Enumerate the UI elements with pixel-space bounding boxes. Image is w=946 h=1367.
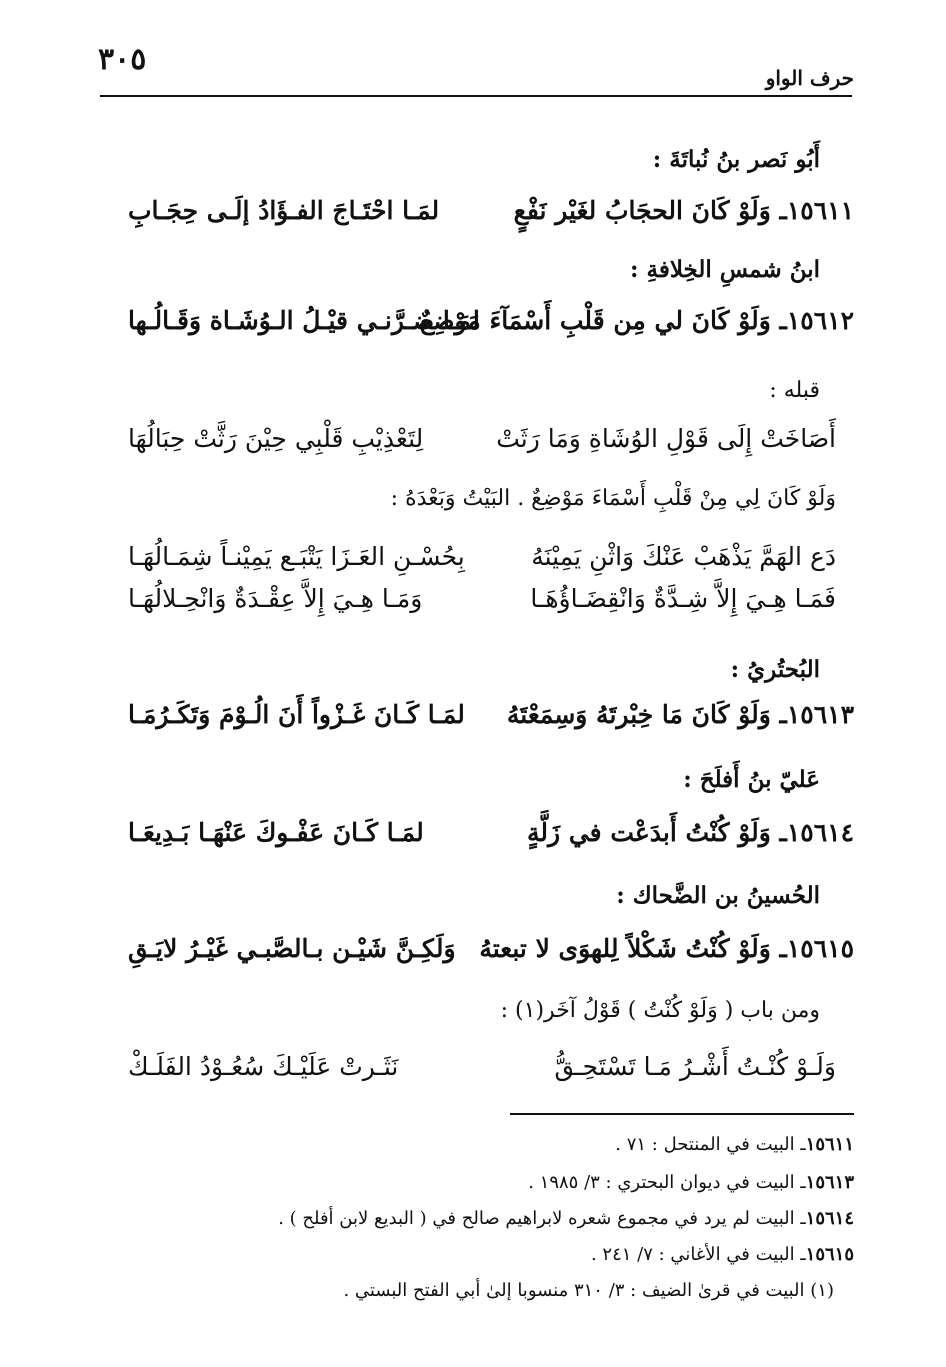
verse-first-hemistich bbox=[507, 700, 854, 729]
verse-number: ١٥٦١٢ bbox=[786, 306, 854, 335]
after-verse-second: بِحُسْـنِ العَـزَا يَتْبَـع يَمِيْنـاً شِمَـالُهَـا bbox=[128, 542, 465, 571]
verse-second-hemistich: لمَـا كَـانَ عَفْـوكَ عَنْهَـا بَـدِيعَـا bbox=[128, 818, 424, 847]
verse-number: ١٥٦١٥ bbox=[786, 934, 854, 963]
verse-second-hemistich: لمَـا ضـرَّنـي قيْـلُ الـوُشَـاة وَقَـالُـها bbox=[128, 306, 480, 335]
verse-second-hemistich: وَلَكِـنَّ شَيْـن بـالصَّبـي غَيْـرُ لايَـقِ bbox=[128, 934, 456, 963]
footnote-number: (١) bbox=[810, 1280, 834, 1301]
footnote-number: ١٥٦١٣ bbox=[805, 1172, 854, 1193]
footnote bbox=[615, 1134, 854, 1155]
poet-name: عَليّ بنُ أَفلَحَ : bbox=[683, 766, 820, 793]
extra-verse-first: وَلَـوْ كُنْـتُ أَشْـرُ مَـا تَسْتَحِـقُّ bbox=[554, 1052, 836, 1081]
footnote bbox=[528, 1172, 854, 1193]
poet-name: البُحتُريُ : bbox=[730, 656, 820, 683]
footnote bbox=[278, 1208, 854, 1229]
footnote-text: البيت في قرىٰ الضيف : ٣/ ٣١٠ منسوبا إلىٰ أبي الفتح البستي . bbox=[343, 1280, 811, 1301]
verse-first-hemistich bbox=[514, 196, 854, 225]
extra-verse-first: أَصَاخَتْ إِلَى قَوْلِ الوُشَاةِ وَمَا رَثَتْ bbox=[496, 424, 836, 453]
dash: ـ bbox=[770, 196, 787, 225]
after-verse-first: دَع الهَمَّ يَذْهَبْ عَنْكَ وَاثْنِ يَمِيْنَهُ bbox=[531, 542, 836, 571]
verse-first-hemistich bbox=[420, 306, 854, 335]
after-verse-first: فَمَـا هِـيَ إِلاَّ شِـدَّةٌ وَانْقِضَـاؤُهَـا bbox=[530, 584, 836, 613]
after-verse-second: وَمَـا هِـيَ إِلاَّ عِقْـدَةٌ وَانْحِـلالُهَـا bbox=[128, 584, 423, 613]
footnote-number: ١٥٦١٤ bbox=[805, 1208, 854, 1229]
dash: ـ bbox=[770, 818, 787, 847]
note-label: قبله : bbox=[769, 378, 820, 403]
verse-first-hemistich bbox=[527, 818, 854, 847]
dash: ـ bbox=[770, 934, 787, 963]
footnote-text: ـ البيت في الأغاني : ٧/ ٢٤١ . bbox=[590, 1244, 806, 1265]
poet-name: الحُسينُ بن الضَّحاك : bbox=[616, 882, 820, 909]
footnote-number: ١٥٦١١ bbox=[805, 1134, 854, 1155]
verse-number: ١٥٦١٣ bbox=[786, 700, 854, 729]
hemistich-text: وَلَوْ كَانَ لي مِن قَلْبِ أَسْمَآءَ مَوْضِعٌ bbox=[419, 306, 771, 335]
header-rule bbox=[100, 95, 852, 97]
footnote-text: ـ البيت في المنتحل : ٧١ . bbox=[615, 1134, 806, 1155]
verse-second-hemistich: لمَـا احْتَـاجَ الفـؤَادُ إلَـى حِجَـابِ bbox=[128, 196, 440, 225]
dash: ـ bbox=[770, 306, 787, 335]
footnote-text: ـ البيت لم يرد في مجموع شعره لابراهيم صالح في ( البديع لابن أفلح ) . bbox=[278, 1208, 806, 1229]
hemistich-text: وَلَوْ كَانَ الحجَابُ لغَيْر نَفْعٍ bbox=[513, 196, 771, 225]
running-head: حرف الواو bbox=[765, 66, 854, 90]
footnote bbox=[343, 1280, 834, 1301]
verse-number: ١٥٦١١ bbox=[786, 196, 854, 225]
footnote bbox=[591, 1244, 854, 1265]
page-number: ٣٠٥ bbox=[98, 42, 147, 77]
dash: ـ bbox=[770, 700, 787, 729]
extra-verse-second: نَثَـرتْ عَلَيْـكَ سُعُـوْدُ الفَلَـكْ bbox=[128, 1052, 399, 1081]
footnote-rule bbox=[510, 1113, 854, 1115]
hemistich-text: وَلَوْ كُنْتُ شَكْلاً لِلهوَى لا تبعتهُ bbox=[479, 934, 771, 963]
after-line: وَلَوْ كَانَ لِي مِنْ قَلْبِ أَسْمَاءَ مَوْضِعٌ . البَيْتُ وَبَعْدَهُ : bbox=[390, 486, 836, 511]
poet-name: أَبُو نَصر بنُ نُباتَةَ : bbox=[652, 146, 820, 173]
verse-first-hemistich bbox=[479, 934, 854, 963]
note-line: ومن باب ( وَلَوْ كُنْتُ ) قَوْلُ آخَر(١) : bbox=[500, 998, 820, 1023]
extra-verse-second: لِتَعْذِيْبِ قَلْبِي حِيْنَ رَثَّتْ حِبَالُهَا bbox=[128, 424, 424, 453]
verse-second-hemistich: لمَـا كَـانَ غَـزْواً أَنَ الُـوْمَ وَتَكَـرُمَـا bbox=[128, 700, 465, 729]
poet-name: ابنُ شمسِ الخِلافةِ : bbox=[630, 256, 820, 283]
footnote-number: ١٥٦١٥ bbox=[805, 1244, 854, 1265]
hemistich-text: وَلَوْ كُنْتُ أَبدَعْت في زَلَّةٍ bbox=[527, 818, 771, 847]
hemistich-text: وَلَوْ كَانَ مَا خِبْرتَهُ وَسِمَعْتَهُ bbox=[506, 700, 771, 729]
footnote-text: ـ البيت في ديوان البحتري : ٣/ ١٩٨٥ . bbox=[528, 1172, 806, 1193]
verse-number: ١٥٦١٤ bbox=[786, 818, 854, 847]
